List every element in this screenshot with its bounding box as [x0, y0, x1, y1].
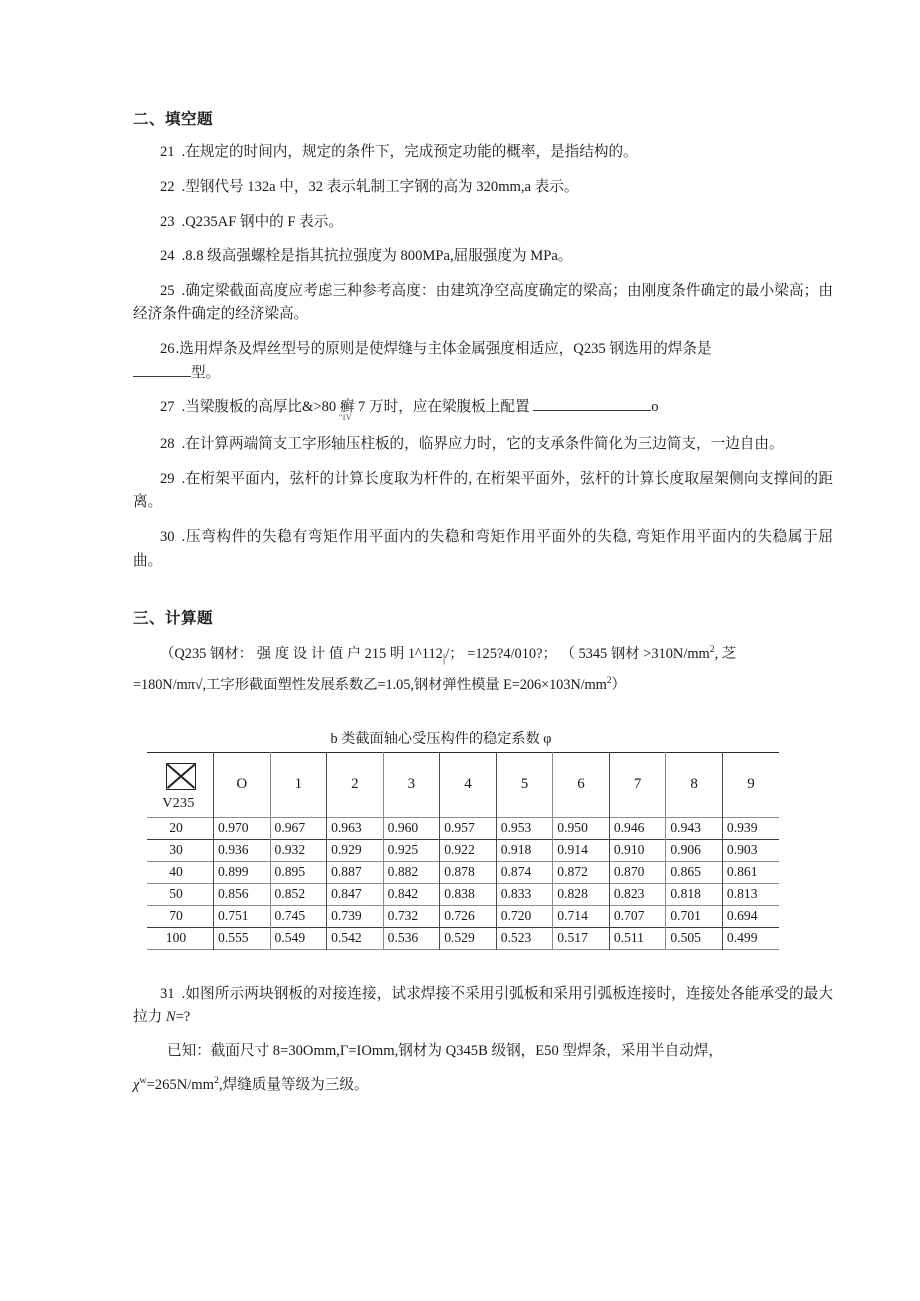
table-col-header-1: 1 — [270, 752, 327, 817]
calc-formula-superscript: 2 — [709, 644, 715, 656]
table-bottom-rule — [147, 949, 779, 971]
calc-formula-part-2: /； =125?4/010?； （ 5345 钢材 >310N/mm — [445, 646, 710, 663]
table-col-header-5: 5 — [496, 752, 553, 817]
table-cell: 0.870 — [609, 861, 666, 883]
table-cell: 0.929 — [327, 839, 384, 861]
question-22-number: 22 — [160, 178, 175, 195]
table-cell: 0.517 — [553, 927, 610, 949]
question-21-number: 21 — [160, 144, 175, 161]
question-31-given2-tail: ,焊缝质量等级为三级。 — [218, 1076, 369, 1093]
table-cell: 0.751 — [214, 905, 271, 927]
calc-formula-part-1: （Q235 钢材： 强 度 设 计 值 户 215 明 1^112 — [160, 646, 443, 663]
stability-coefficient-table-block — [133, 728, 833, 971]
table-row-label-30: 30 — [169, 842, 183, 858]
table-cell: 0.536 — [383, 927, 440, 949]
table-cell: 0.906 — [666, 839, 723, 861]
table-cell: 0.960 — [383, 817, 440, 839]
table-col-header-9: 9 — [722, 752, 779, 817]
calc-formula2-part-1: =180N/mπ√,工字形截面塑性发展系数乙=1.05,钢材弹性模量 E=206×103N/mm — [133, 676, 607, 693]
table-cell: 0.865 — [666, 861, 723, 883]
table-bottom-spacer — [147, 949, 214, 971]
calc-formula-part-3: , 芝 — [714, 646, 737, 663]
chi-symbol: χ — [133, 1076, 140, 1093]
table-cell: 0.918 — [496, 839, 553, 861]
table-row-label-50: 50 — [169, 886, 183, 902]
table-cell: 0.878 — [440, 861, 497, 883]
question-27-number: 27 — [160, 399, 175, 416]
table-cell: 0.963 — [327, 817, 384, 839]
table-cell: 0.720 — [496, 905, 553, 927]
table-col-header-8: 8 — [666, 752, 723, 817]
question-24-text: .8.8 级高强螺栓是指其抗拉强度为 800MPa,屈服强度为 MPa。 — [181, 248, 573, 265]
table-cell: 0.842 — [383, 883, 440, 905]
calc-formula-subscript: | — [442, 651, 446, 666]
table-cell: 0.523 — [496, 927, 553, 949]
question-25 — [133, 280, 833, 327]
table-corner-header — [147, 752, 214, 817]
table-col-header-7: 7 — [609, 752, 666, 817]
table-col-header-4: 4 — [440, 752, 497, 817]
table-cell: 0.922 — [440, 839, 497, 861]
table-cell: 0.847 — [327, 883, 384, 905]
table-cell: 0.813 — [722, 883, 779, 905]
table-bottom-spacer — [214, 949, 780, 971]
question-26-blank[interactable] — [133, 362, 191, 376]
table-row-label-40: 40 — [169, 864, 183, 880]
table-caption: b 类截面轴心受压构件的稳定系数 φ — [330, 730, 552, 747]
question-23-number: 23 — [160, 213, 175, 230]
question-31-given-line-2 — [133, 1074, 833, 1098]
table-cell: 0.529 — [440, 927, 497, 949]
table-cell: 0.946 — [609, 817, 666, 839]
table-col-header-3: 3 — [383, 752, 440, 817]
table-row — [147, 883, 779, 905]
table-cell: 0.549 — [270, 927, 327, 949]
scan-artifact-mark: "IV — [339, 413, 353, 423]
table-cell: 0.694 — [722, 905, 779, 927]
table-cell: 0.499 — [722, 927, 779, 949]
table-cell: 0.882 — [383, 861, 440, 883]
table-row — [147, 839, 779, 861]
table-cell: 0.899 — [214, 861, 271, 883]
chi-superscript-w: w — [139, 1074, 147, 1086]
calc-given-constants-line-2 — [133, 673, 833, 698]
table-cell: 0.542 — [327, 927, 384, 949]
question-31-given2-value: =265N/mm — [146, 1076, 214, 1093]
table-cell: 0.914 — [553, 839, 610, 861]
table-cell: 0.936 — [214, 839, 271, 861]
table-cell: 0.818 — [666, 883, 723, 905]
question-29-number: 29 — [160, 470, 175, 487]
question-31-text: .如图所示两块钢板的对接连接，试求焊接不采用引弧板和采用引弧板连接时，连接处各能承受的最大拉力 — [133, 985, 833, 1026]
table-cell: 0.828 — [553, 883, 610, 905]
table-cell: 0.726 — [440, 905, 497, 927]
table-cell: 0.732 — [383, 905, 440, 927]
table-cell: 0.739 — [327, 905, 384, 927]
question-30 — [133, 526, 833, 573]
table-row — [147, 817, 779, 839]
table-col-header-0: O — [214, 752, 271, 817]
table-cell: 0.910 — [609, 839, 666, 861]
question-24 — [133, 245, 833, 269]
question-24-number: 24 — [160, 248, 175, 265]
question-25-text: .确定梁截面高度应考虑三种参考高度：由建筑净空高度确定的梁高；由刚度条件确定的最小梁高；由经济条件确定的经济梁高。 — [133, 282, 833, 323]
table-cell: 0.856 — [214, 883, 271, 905]
table-cell: 0.745 — [270, 905, 327, 927]
question-29 — [133, 468, 833, 515]
table-cell: 0.505 — [666, 927, 723, 949]
table-cell: 0.838 — [440, 883, 497, 905]
table-cell: 0.874 — [496, 861, 553, 883]
table-cell: 0.895 — [270, 861, 327, 883]
question-26-text-before: .选用焊条及焊丝型号的原则是使焊缝与主体金属强度相适应，Q235 钢选用的焊条是 — [175, 341, 712, 358]
question-29-text: .在桁架平面内，弦杆的计算长度取为杆件的, 在桁架平面外，弦杆的计算长度取屋架侧向支撑间的距离。 — [133, 470, 833, 511]
table-cell: 0.555 — [214, 927, 271, 949]
question-31-text-end: =? — [175, 1009, 191, 1026]
table-cell: 0.939 — [722, 817, 779, 839]
question-22-text: .型钢代号 132a 中，32 表示轧制工字钢的高为 320mm,a 表示。 — [181, 178, 579, 195]
table-cell: 0.861 — [722, 861, 779, 883]
question-26-text-after: 型。 — [191, 364, 221, 381]
table-row — [147, 905, 779, 927]
table-cell: 0.823 — [609, 883, 666, 905]
table-cell: 0.903 — [722, 839, 779, 861]
table-cell: 0.707 — [609, 905, 666, 927]
table-header-row — [147, 752, 779, 817]
table-cell: 0.701 — [666, 905, 723, 927]
question-30-text: .压弯构件的失稳有弯矩作用平面内的失稳和弯矩作用平面外的失稳, 弯矩作用平面内的失稳属于屈曲。 — [133, 528, 833, 569]
table-cell: 0.970 — [214, 817, 271, 839]
table-cell: 0.714 — [553, 905, 610, 927]
question-25-number: 25 — [160, 282, 175, 299]
table-corner-label: V235 — [162, 795, 195, 811]
table-col-header-6: 6 — [553, 752, 610, 817]
table-row-label-70: 70 — [169, 908, 183, 924]
table-cell: 0.925 — [383, 839, 440, 861]
question-26-number: 26 — [160, 341, 175, 358]
question-23 — [133, 211, 833, 235]
question-23-text: .Q235AF 钢中的 F 表示。 — [181, 213, 343, 230]
table-cell: 0.852 — [270, 883, 327, 905]
table-row — [147, 861, 779, 883]
question-27 — [133, 396, 833, 422]
question-27-text-before: .当梁腹板的高厚比&>80 癣 7 万时，应在梁腹板上配置 — [181, 399, 530, 416]
question-28 — [133, 433, 833, 457]
question-27-blank[interactable] — [533, 397, 651, 411]
question-28-text: .在计算两端简支工字形轴压柱板的，临界应力时，它的支承条件简化为三边简支，一边自由。 — [181, 436, 784, 453]
question-31-given-line-1 — [133, 1040, 833, 1064]
question-22 — [133, 176, 833, 200]
table-cell: 0.511 — [609, 927, 666, 949]
table-col-header-2: 2 — [327, 752, 384, 817]
question-31-number: 31 — [160, 985, 175, 1002]
table-row-label-100: 100 — [165, 930, 187, 946]
section-heading-calculation: 三、计算题 — [133, 610, 214, 628]
question-30-number: 30 — [160, 528, 175, 545]
question-31-symbol-n: N — [165, 1009, 176, 1026]
question-31 — [133, 983, 833, 1030]
page-content — [133, 108, 833, 1107]
calc-formula2-part-2: ） — [611, 676, 626, 693]
table-cell: 0.887 — [327, 861, 384, 883]
question-28-number: 28 — [160, 436, 175, 453]
question-31-given-text: 已知：截面尺寸 8=30Omm,Γ=IOmm,钢材为 Q345B 级钢，E50 型焊条，采用半自动焊， — [167, 1043, 723, 1060]
table-row-label-20: 20 — [169, 820, 183, 836]
question-31-given2-superscript: 2 — [214, 1074, 219, 1086]
table-cell: 0.932 — [270, 839, 327, 861]
calc-formula2-superscript: 2 — [606, 675, 612, 687]
table-cell: 0.943 — [666, 817, 723, 839]
question-21 — [133, 141, 833, 165]
question-21-text: .在规定的时间内，规定的条件下，完成预定功能的概率，是指结构的。 — [181, 144, 638, 161]
section-heading-fill-in: 二、填空题 — [133, 111, 214, 128]
table-cell: 0.957 — [440, 817, 497, 839]
question-26 — [133, 338, 833, 385]
stability-coefficient-table — [147, 752, 779, 971]
table-cell: 0.950 — [553, 817, 610, 839]
table-cell: 0.872 — [553, 861, 610, 883]
calc-given-constants-line-1 — [133, 642, 833, 669]
boxed-x-icon — [166, 763, 196, 790]
table-cell: 0.833 — [496, 883, 553, 905]
question-27-text-after: o — [651, 399, 659, 416]
table-row — [147, 927, 779, 949]
table-cell: 0.967 — [270, 817, 327, 839]
calculation-question-31-block — [133, 983, 833, 1098]
table-cell: 0.953 — [496, 817, 553, 839]
